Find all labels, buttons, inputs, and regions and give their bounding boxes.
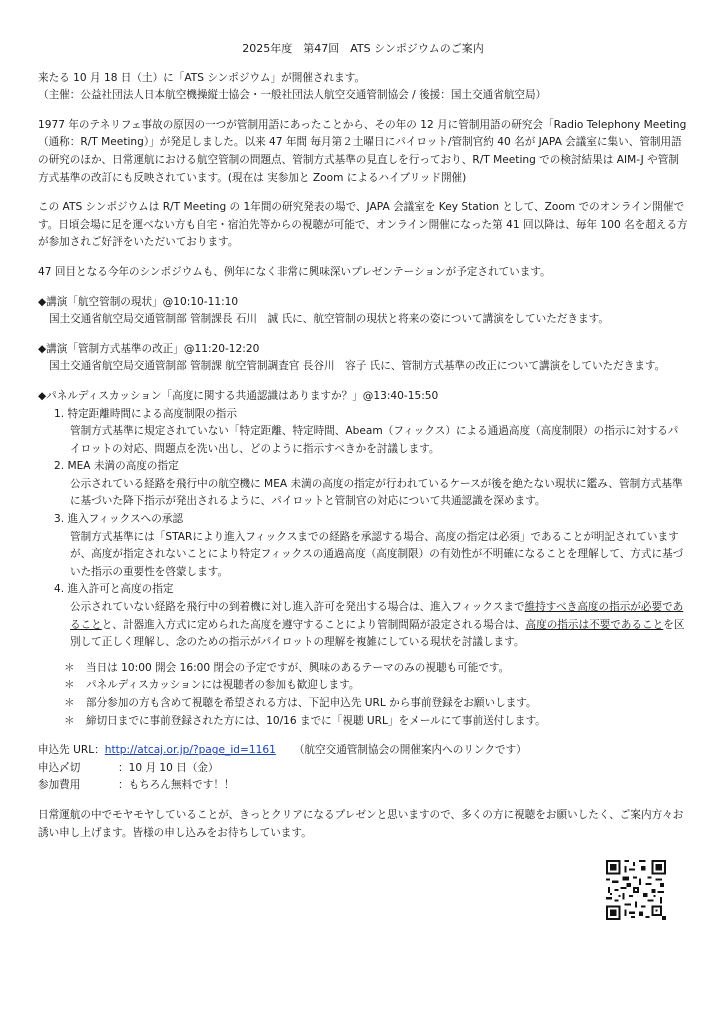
- qr-code-icon[interactable]: [606, 860, 666, 920]
- item-4-underline-2: 高度の指示は不要であること: [525, 618, 664, 631]
- url-note: （航空交通管制協会の開催案内へのリンクです）: [293, 744, 527, 757]
- item-4-text-a: 公示されていない経路を飛行中の到着機に対し進入許可を発出する場合は、進入フィックスまで: [70, 601, 525, 614]
- note-mark: ＊: [64, 714, 75, 727]
- panel-item-3-heading: 3. 進入フィックスへの承認: [54, 513, 184, 526]
- document-title: 2025年度 第47回 ATS シンポジウムのご案内: [242, 42, 484, 55]
- item-4-text-c: を区別して正しく理解し、念のための指示がパイロットの理解を複雑にしている現状を討議します。: [70, 618, 685, 649]
- note-item: [64, 713, 688, 731]
- paragraph-symposium: この ATS シンポジウムは R/T Meeting の 1年間の研究発表の場で、JAPA 会議室を Key Station として、Zoom でのオンライン開催です。日頃会場に足を運べない方も自宅・宿泊先等からの視聴が可能で、オンライン開催になった第 41 回以降は、毎年 100 名を超える方が参加されご好評をいただいております。: [38, 201, 688, 249]
- talk-2-heading: ◆講演「管制方式基準の改正」@11:20-12:20: [38, 342, 260, 355]
- notes-list: [38, 660, 688, 730]
- deadline-row: [38, 760, 688, 778]
- document: [38, 40, 688, 842]
- talk-1-heading: ◆講演「航空管制の現状」@10:10-11:10: [38, 295, 239, 308]
- panel-item-3-body: 管制方式基準には「STARにより進入フィックスまでの経路を承認する場合、高度の指定は必須」であることが明記されていますが、高度が指定されないことにより特定フィックスの通過高度（高度制限）の有効性が不明確になることを理解して、方式に基づいた指示の重要性を啓蒙します。: [70, 530, 684, 578]
- deadline-label: 申込〆切: [38, 761, 81, 774]
- note-mark: ＊: [64, 697, 75, 709]
- note-text: パネルディスカッションには視聴者の参加も歓迎します。: [86, 679, 360, 692]
- panel-heading: ◆パネルディスカッション「高度に関する共通認識はありますか？」@13:40-15:50: [38, 389, 439, 402]
- application-url-row: [38, 742, 688, 760]
- fee-label: 参加費用: [38, 779, 81, 792]
- panel-item-1-body: 管制方式基準に規定されていない「特定距離、特定時間、Abeam（フィックス）による通過高度（高度制限）の指示に対するパイロットの対応、問題点を洗い出し、どのように指示すべきかを討議します。: [70, 425, 679, 455]
- paragraph-history: 1977 年のテネリフェ事故の原因の一つが管制用語にあったことから、その年の 12 月に管制用語の研究会「Radio Telephony Meeting（通称：R/T Meeting）」が発足しました。以来 47 年間 毎月第２土曜日にパイロット/管制官約 40 名が JAPA 会議室に集い、管制用語の研究のほか、日常運航における航空管制の問題点、管制方式基準の見直しを行っており、R/T Meeting での検討結果は AIM-J や管制方式基準の改訂にも反映されています。(現在は 実参加と Zoom によるハイブリッド開催): [38, 118, 687, 184]
- note-text: 当日は 10:00 開会 16:00 閉会の予定ですが、興味のあるテーマのみの視聴も可能です。: [86, 661, 510, 674]
- note-item: [64, 677, 688, 695]
- fee-row: [38, 777, 688, 795]
- talk-2-body: 国土交通省航空局交通管制部 管制課 航空管制調査官 長谷川 容子 氏に、管制方式基準の改正について講演をしていただきます。: [49, 360, 666, 373]
- panel-item-1-heading: 1. 特定距離時間による高度制限の指示: [54, 407, 237, 420]
- panel-item-2-body: 公示されている経路を飛行中の航空機に MEA 未満の高度の指定が行われているケースが後を絶たない現状に鑑み、管制方式基準に基づいた降下指示が発出されるように、パイロットと管制官の対応について共通認識を深めます。: [70, 477, 683, 508]
- deadline-value: ：10 月 10 日（金）: [118, 761, 219, 774]
- note-mark: ＊: [64, 679, 75, 692]
- note-text: 締切日までに事前登録された方には、10/16 までに「視聴 URL」をメールにて事前送付します。: [86, 714, 546, 727]
- note-item: [64, 695, 688, 713]
- paragraph-this-year: 47 回目となる今年のシンポジウムも、例年になく非常に興味深いプレゼンテーションが予定されています。: [38, 265, 551, 278]
- closing-paragraph: 日常運航の中でモヤモヤしていることが、きっとクリアになるプレゼンと思いますので、多くの方に視聴をお願いしたく、ご案内方々お誘い申し上げます。皆様の申し込みをお待ちしています。: [38, 808, 684, 839]
- talk-1-body: 国土交通省航空局交通管制部 管制課長 石川 誠 氏に、航空管制の現状と将来の姿について講演をしていただきます。: [49, 313, 609, 326]
- panel-item-2-heading: 2. MEA 未満の高度の指定: [54, 460, 179, 473]
- item-4-underline-1: 維持すべき高度の指示が必要であること: [70, 601, 684, 631]
- url-label: 申込先 URL：: [38, 744, 105, 757]
- intro-line-2: （主催：公益社団法人日本航空機操縦士協会・一般社団法人航空交通管制協会 / 後援：国土交通省航空局）: [38, 89, 547, 102]
- panel-item-4-heading: 4. 進入許可と高度の指定: [54, 583, 174, 596]
- note-item: [64, 660, 688, 678]
- intro-line-1: 来たる 10 月 18 日（土）に「ATS シンポジウム」が開催されます。: [38, 71, 366, 84]
- note-text: 部分参加の方も含めて視聴を希望される方は、下記申込先 URL から事前登録をお願いします。: [86, 697, 537, 709]
- item-4-text-b: と、計器進入方式に定められた高度を遵守することにより管制間隔が設定される場合は、: [101, 618, 526, 631]
- fee-value: ：もちろん無料です！！: [118, 779, 235, 792]
- application-link[interactable]: http://atcaj.or.jp/?page_id=1161: [104, 744, 276, 757]
- panel-item-4-body: [38, 599, 688, 652]
- note-mark: ＊: [64, 661, 75, 674]
